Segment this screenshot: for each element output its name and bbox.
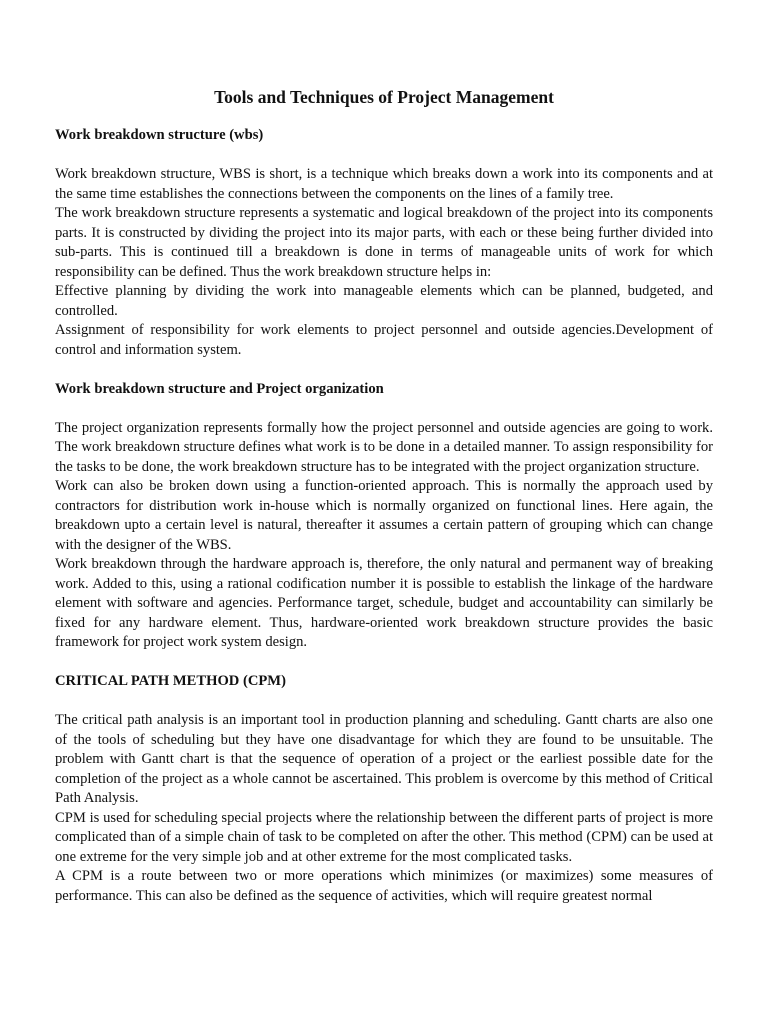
paragraph: Assignment of responsibility for work elements to project personnel and outside agencies.Development of control and information system. [55,322,713,358]
paragraph: The critical path analysis is an important tool in production planning and scheduling. Gantt charts are also one of the tools of scheduling but they have one disadvantage for which they are found to be unsuitable. The problem with Gantt chart is that the sequence of operation of a project or the earliest possible date for the completion of the project as a whole cannot be ascertained. This problem is overcome by this method of Critical Path Analysis. [55,712,713,806]
paragraph: Work breakdown through the hardware approach is, therefore, the only natural and permanent way of breaking work. Added to this, using a rational codification number it is possible to establish the linkage of the hardware element with software and agencies. Performance target, schedule, budget and accountability can similarly be fixed for any hardware element. Thus, hardware-oriented work breakdown structure provides the basic framework for project work system design. [55,556,713,650]
page-title: Tools and Techniques of Project Management [214,87,554,107]
paragraph: The work breakdown structure represents a systematic and logical breakdown of the project into its components parts. It is constructed by dividing the project into its major parts, with each or these being further divided into sub-parts. This is continued till a breakdown is done in terms of manageable units of work for which responsibility can be defined. Thus the work breakdown structure helps in: [55,205,713,280]
paragraph: A CPM is a route between two or more operations which minimizes (or maximizes) some measures of performance. This can also be defined as the sequence of activities, which will require greatest normal [55,868,713,904]
paragraph: Work breakdown structure, WBS is short, is a technique which breaks down a work into its components and at the same time establishes the connections between the components on the lines of a family tree. [55,166,713,202]
paragraph: Effective planning by dividing the work into manageable elements which can be planned, budgeted, and controlled. [55,283,713,319]
section-cpm [55,672,713,906]
section-heading: CRITICAL PATH METHOD (CPM) [55,673,286,689]
paragraph: The project organization represents formally how the project personnel and outside agencies are going to work. The work breakdown structure defines what work is to be done in a detailed manner. To assign responsibility for the tasks to be done, the work breakdown structure has to be integrated with the project organization structure. [55,419,713,475]
document-page [55,86,713,906]
section-wbs [55,126,713,360]
section-heading: Work breakdown structure (wbs) [55,127,264,143]
section-heading: Work breakdown structure and Project organization [55,380,384,397]
paragraph: CPM is used for scheduling special projects where the relationship between the different parts of project is more complicated than of a simple chain of task to be completed on after the other. This method (CPM) can be used at one extreme for the very simple job and at other extreme for the most complicated tasks. [55,809,713,865]
paragraph: Work can also be broken down using a function-oriented approach. This is normally the approach used by contractors for distribution work in-house which is normally organized on functional lines. Here again, the breakdown upto a certain level is natural, thereafter it assumes a certain pattern of grouping which can change with the designer of the WBS. [55,478,713,553]
section-wbs-project-organization [55,380,713,653]
